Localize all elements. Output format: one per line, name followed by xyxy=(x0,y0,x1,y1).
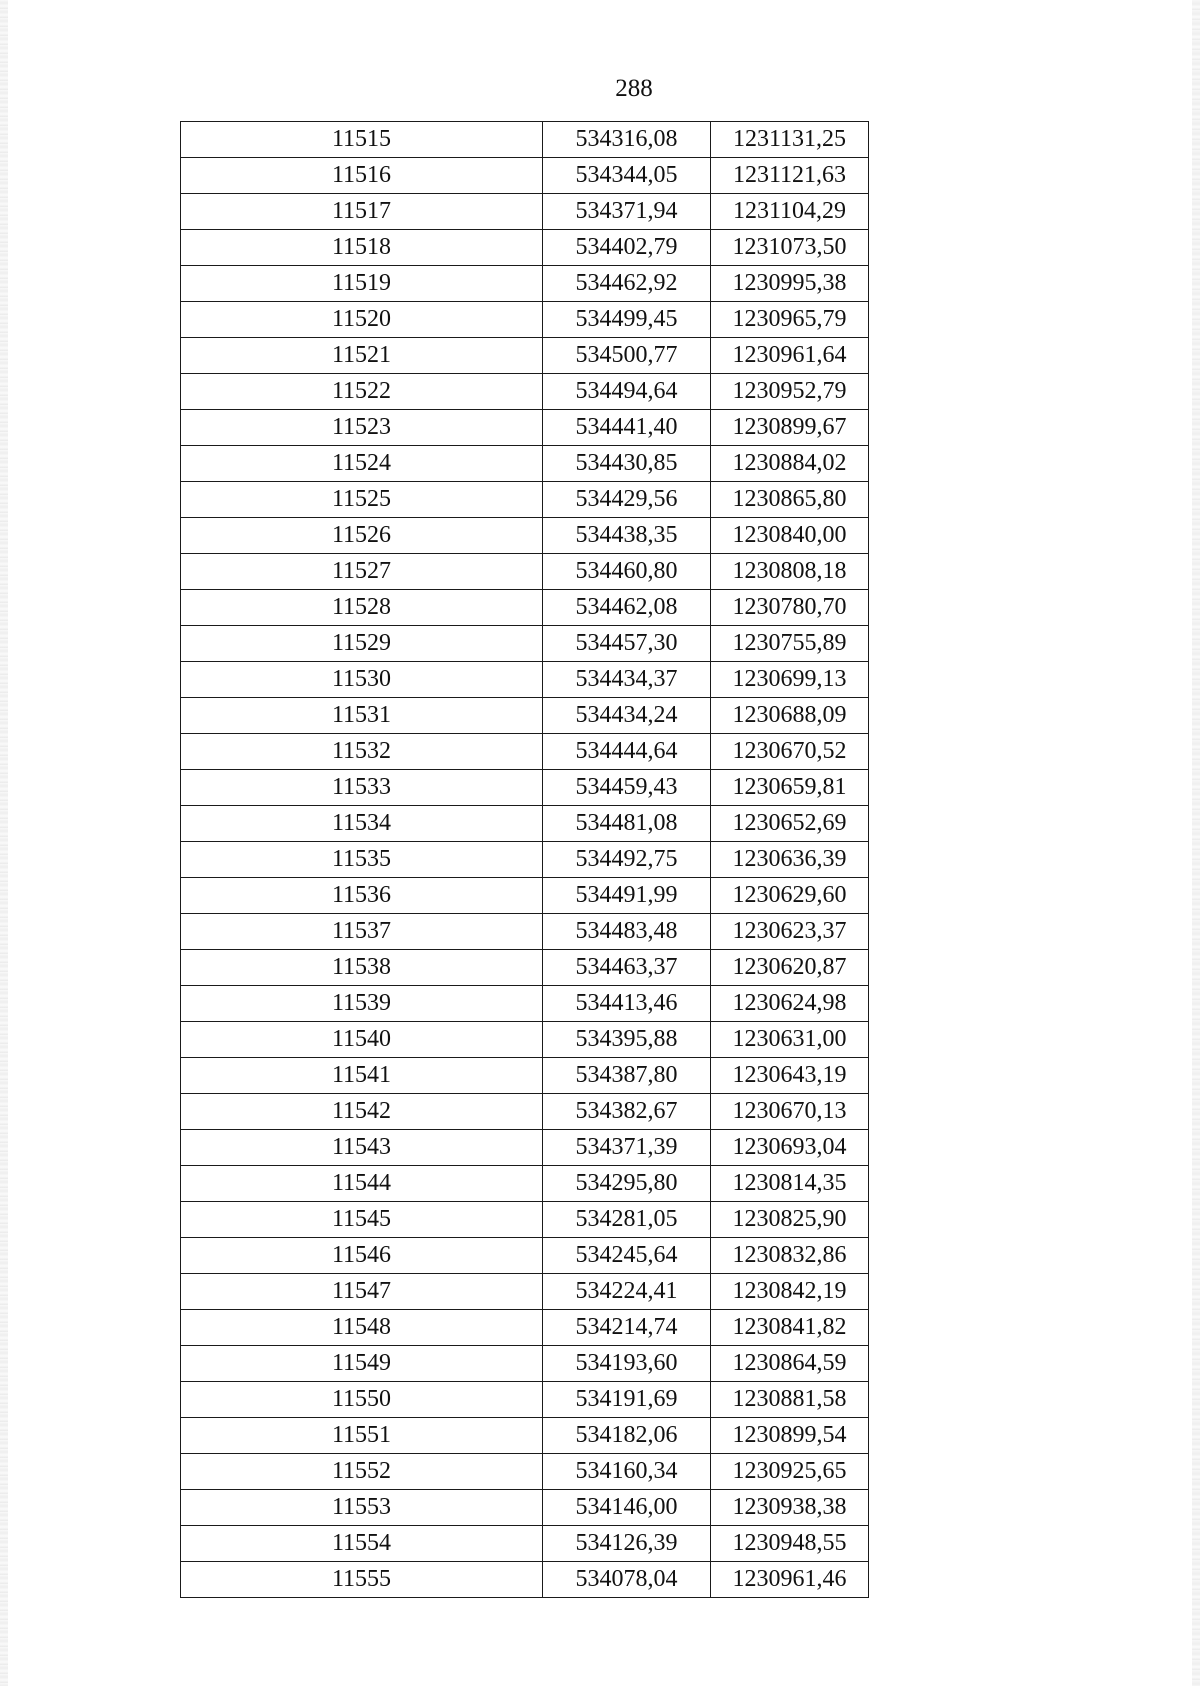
x-coordinate-cell: 534499,45 xyxy=(543,302,711,338)
point-number-cell: 11517 xyxy=(181,194,543,230)
point-number-cell: 11523 xyxy=(181,410,543,446)
y-coordinate-cell: 1230670,52 xyxy=(711,734,869,770)
y-coordinate-cell: 1230631,00 xyxy=(711,1022,869,1058)
y-coordinate-cell: 1230636,39 xyxy=(711,842,869,878)
x-coordinate-cell: 534371,94 xyxy=(543,194,711,230)
y-coordinate-cell: 1230814,35 xyxy=(711,1166,869,1202)
point-number-cell: 11551 xyxy=(181,1418,543,1454)
table-row xyxy=(181,842,869,878)
y-coordinate-cell: 1230952,79 xyxy=(711,374,869,410)
table-row xyxy=(181,986,869,1022)
y-coordinate-cell: 1230899,54 xyxy=(711,1418,869,1454)
point-number-cell: 11530 xyxy=(181,662,543,698)
x-coordinate-cell: 534438,35 xyxy=(543,518,711,554)
point-number-cell: 11552 xyxy=(181,1454,543,1490)
x-coordinate-cell: 534434,37 xyxy=(543,662,711,698)
point-number-cell: 11528 xyxy=(181,590,543,626)
table-row xyxy=(181,1382,869,1418)
x-coordinate-cell: 534245,64 xyxy=(543,1238,711,1274)
y-coordinate-cell: 1230965,79 xyxy=(711,302,869,338)
y-coordinate-cell: 1230652,69 xyxy=(711,806,869,842)
table-row xyxy=(181,302,869,338)
x-coordinate-cell: 534193,60 xyxy=(543,1346,711,1382)
y-coordinate-cell: 1230808,18 xyxy=(711,554,869,590)
table-row xyxy=(181,482,869,518)
y-coordinate-cell: 1230659,81 xyxy=(711,770,869,806)
x-coordinate-cell: 534395,88 xyxy=(543,1022,711,1058)
x-coordinate-cell: 534494,64 xyxy=(543,374,711,410)
x-coordinate-cell: 534500,77 xyxy=(543,338,711,374)
point-number-cell: 11534 xyxy=(181,806,543,842)
point-number-cell: 11521 xyxy=(181,338,543,374)
point-number-cell: 11546 xyxy=(181,1238,543,1274)
table-row xyxy=(181,1418,869,1454)
table-row xyxy=(181,590,869,626)
scan-edge-left xyxy=(0,0,8,1686)
point-number-cell: 11516 xyxy=(181,158,543,194)
point-number-cell: 11554 xyxy=(181,1526,543,1562)
table-row xyxy=(181,734,869,770)
x-coordinate-cell: 534434,24 xyxy=(543,698,711,734)
table-row xyxy=(181,374,869,410)
x-coordinate-cell: 534483,48 xyxy=(543,914,711,950)
x-coordinate-cell: 534457,30 xyxy=(543,626,711,662)
table-row xyxy=(181,518,869,554)
x-coordinate-cell: 534413,46 xyxy=(543,986,711,1022)
table-row xyxy=(181,410,869,446)
y-coordinate-cell: 1230865,80 xyxy=(711,482,869,518)
x-coordinate-cell: 534316,08 xyxy=(543,122,711,158)
x-coordinate-cell: 534481,08 xyxy=(543,806,711,842)
y-coordinate-cell: 1230620,87 xyxy=(711,950,869,986)
table-row xyxy=(181,950,869,986)
y-coordinate-cell: 1230670,13 xyxy=(711,1094,869,1130)
point-number-cell: 11545 xyxy=(181,1202,543,1238)
table-row xyxy=(181,1526,869,1562)
point-number-cell: 11555 xyxy=(181,1562,543,1598)
x-coordinate-cell: 534462,08 xyxy=(543,590,711,626)
table-row xyxy=(181,1562,869,1598)
point-number-cell: 11539 xyxy=(181,986,543,1022)
x-coordinate-cell: 534460,80 xyxy=(543,554,711,590)
x-coordinate-cell: 534078,04 xyxy=(543,1562,711,1598)
x-coordinate-cell: 534281,05 xyxy=(543,1202,711,1238)
y-coordinate-cell: 1230780,70 xyxy=(711,590,869,626)
table-row xyxy=(181,698,869,734)
y-coordinate-cell: 1231073,50 xyxy=(711,230,869,266)
y-coordinate-cell: 1230842,19 xyxy=(711,1274,869,1310)
y-coordinate-cell: 1230832,86 xyxy=(711,1238,869,1274)
point-number-cell: 11525 xyxy=(181,482,543,518)
y-coordinate-cell: 1230899,67 xyxy=(711,410,869,446)
table-row xyxy=(181,194,869,230)
point-number-cell: 11538 xyxy=(181,950,543,986)
point-number-cell: 11553 xyxy=(181,1490,543,1526)
x-coordinate-cell: 534430,85 xyxy=(543,446,711,482)
point-number-cell: 11524 xyxy=(181,446,543,482)
table-row xyxy=(181,266,869,302)
y-coordinate-cell: 1230693,04 xyxy=(711,1130,869,1166)
table-row xyxy=(181,914,869,950)
y-coordinate-cell: 1230825,90 xyxy=(711,1202,869,1238)
y-coordinate-cell: 1230948,55 xyxy=(711,1526,869,1562)
point-number-cell: 11531 xyxy=(181,698,543,734)
point-number-cell: 11533 xyxy=(181,770,543,806)
y-coordinate-cell: 1231131,25 xyxy=(711,122,869,158)
point-number-cell: 11526 xyxy=(181,518,543,554)
point-number-cell: 11548 xyxy=(181,1310,543,1346)
y-coordinate-cell: 1230629,60 xyxy=(711,878,869,914)
point-number-cell: 11522 xyxy=(181,374,543,410)
table-row xyxy=(181,158,869,194)
point-number-cell: 11547 xyxy=(181,1274,543,1310)
x-coordinate-cell: 534387,80 xyxy=(543,1058,711,1094)
y-coordinate-cell: 1230623,37 xyxy=(711,914,869,950)
x-coordinate-cell: 534214,74 xyxy=(543,1310,711,1346)
point-number-cell: 11535 xyxy=(181,842,543,878)
x-coordinate-cell: 534459,43 xyxy=(543,770,711,806)
table-row xyxy=(181,626,869,662)
x-coordinate-cell: 534463,37 xyxy=(543,950,711,986)
y-coordinate-cell: 1230755,89 xyxy=(711,626,869,662)
table-row xyxy=(181,1166,869,1202)
table-row xyxy=(181,1310,869,1346)
table-row xyxy=(181,1130,869,1166)
x-coordinate-cell: 534295,80 xyxy=(543,1166,711,1202)
y-coordinate-cell: 1230995,38 xyxy=(711,266,869,302)
x-coordinate-cell: 534429,56 xyxy=(543,482,711,518)
point-number-cell: 11549 xyxy=(181,1346,543,1382)
table-row xyxy=(181,338,869,374)
table-row xyxy=(181,878,869,914)
point-number-cell: 11542 xyxy=(181,1094,543,1130)
x-coordinate-cell: 534160,34 xyxy=(543,1454,711,1490)
y-coordinate-cell: 1230961,46 xyxy=(711,1562,869,1598)
coordinates-table xyxy=(180,121,869,1598)
y-coordinate-cell: 1230699,13 xyxy=(711,662,869,698)
table-row xyxy=(181,1022,869,1058)
table-row xyxy=(181,1058,869,1094)
x-coordinate-cell: 534462,92 xyxy=(543,266,711,302)
x-coordinate-cell: 534382,67 xyxy=(543,1094,711,1130)
x-coordinate-cell: 534126,39 xyxy=(543,1526,711,1562)
point-number-cell: 11515 xyxy=(181,122,543,158)
y-coordinate-cell: 1230881,58 xyxy=(711,1382,869,1418)
y-coordinate-cell: 1230884,02 xyxy=(711,446,869,482)
table-row xyxy=(181,1490,869,1526)
point-number-cell: 11543 xyxy=(181,1130,543,1166)
x-coordinate-cell: 534402,79 xyxy=(543,230,711,266)
y-coordinate-cell: 1230840,00 xyxy=(711,518,869,554)
table-row xyxy=(181,230,869,266)
table-row xyxy=(181,122,869,158)
x-coordinate-cell: 534371,39 xyxy=(543,1130,711,1166)
point-number-cell: 11520 xyxy=(181,302,543,338)
point-number-cell: 11540 xyxy=(181,1022,543,1058)
page-number: 288 xyxy=(615,75,653,102)
x-coordinate-cell: 534492,75 xyxy=(543,842,711,878)
y-coordinate-cell: 1230961,64 xyxy=(711,338,869,374)
point-number-cell: 11536 xyxy=(181,878,543,914)
y-coordinate-cell: 1230864,59 xyxy=(711,1346,869,1382)
point-number-cell: 11519 xyxy=(181,266,543,302)
x-coordinate-cell: 534444,64 xyxy=(543,734,711,770)
table-row xyxy=(181,1274,869,1310)
y-coordinate-cell: 1230841,82 xyxy=(711,1310,869,1346)
table-row xyxy=(181,1454,869,1490)
point-number-cell: 11518 xyxy=(181,230,543,266)
table-row xyxy=(181,770,869,806)
scan-edge-right xyxy=(1192,0,1200,1686)
table-row xyxy=(181,1094,869,1130)
x-coordinate-cell: 534441,40 xyxy=(543,410,711,446)
table-row xyxy=(181,662,869,698)
x-coordinate-cell: 534224,41 xyxy=(543,1274,711,1310)
table-row xyxy=(181,554,869,590)
point-number-cell: 11537 xyxy=(181,914,543,950)
x-coordinate-cell: 534191,69 xyxy=(543,1382,711,1418)
point-number-cell: 11550 xyxy=(181,1382,543,1418)
point-number-cell: 11541 xyxy=(181,1058,543,1094)
y-coordinate-cell: 1230643,19 xyxy=(711,1058,869,1094)
y-coordinate-cell: 1230925,65 xyxy=(711,1454,869,1490)
y-coordinate-cell: 1230688,09 xyxy=(711,698,869,734)
table-row xyxy=(181,806,869,842)
point-number-cell: 11544 xyxy=(181,1166,543,1202)
x-coordinate-cell: 534344,05 xyxy=(543,158,711,194)
table-row xyxy=(181,1202,869,1238)
y-coordinate-cell: 1230938,38 xyxy=(711,1490,869,1526)
x-coordinate-cell: 534182,06 xyxy=(543,1418,711,1454)
x-coordinate-cell: 534491,99 xyxy=(543,878,711,914)
table-row xyxy=(181,446,869,482)
y-coordinate-cell: 1230624,98 xyxy=(711,986,869,1022)
coordinates-table-body xyxy=(181,122,869,1598)
point-number-cell: 11532 xyxy=(181,734,543,770)
table-row xyxy=(181,1346,869,1382)
point-number-cell: 11527 xyxy=(181,554,543,590)
x-coordinate-cell: 534146,00 xyxy=(543,1490,711,1526)
y-coordinate-cell: 1231104,29 xyxy=(711,194,869,230)
table-row xyxy=(181,1238,869,1274)
point-number-cell: 11529 xyxy=(181,626,543,662)
y-coordinate-cell: 1231121,63 xyxy=(711,158,869,194)
